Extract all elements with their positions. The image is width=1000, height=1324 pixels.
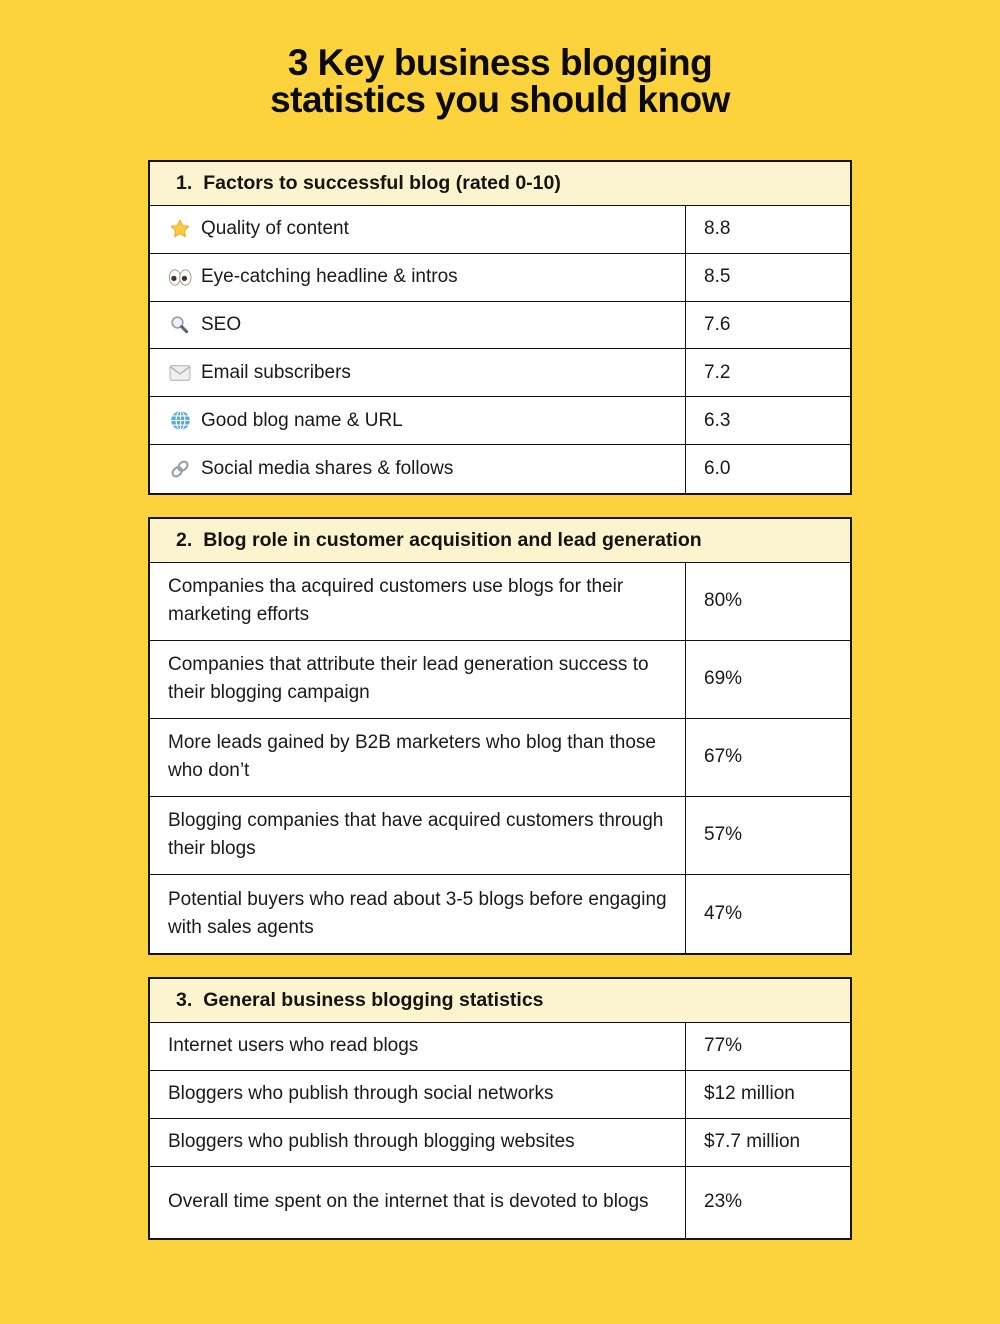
table-blog-role-acquisition: [148, 517, 852, 955]
star-icon: [168, 218, 192, 240]
table-header-title: Blog role in customer acquisition and lead generation: [203, 528, 702, 551]
table-row: [150, 254, 850, 302]
row-label-text: Quality of content: [201, 218, 349, 240]
table-row: [150, 1167, 850, 1238]
table-header: [150, 979, 850, 1023]
row-label-text: Potential buyers who read about 3-5 blogs before engaging with sales agents: [168, 888, 667, 938]
page-title: [0, 44, 1000, 118]
row-value: 57%: [704, 824, 743, 846]
table-row: [150, 1119, 850, 1167]
magnifier-icon: [168, 315, 192, 335]
row-label-text: Internet users who read blogs: [168, 1035, 419, 1057]
eyes-icon: [168, 269, 192, 286]
row-value: 7.6: [704, 313, 731, 335]
table-header-title: Factors to successful blog (rated 0-10): [203, 172, 561, 194]
table-header-number: 3.: [176, 988, 193, 1011]
table-row: [150, 206, 850, 254]
row-label: [150, 349, 686, 396]
row-value: $7.7 million: [704, 1131, 801, 1153]
table-row: [150, 875, 850, 953]
link-icon: [168, 459, 192, 479]
envelope-icon: [168, 365, 192, 381]
row-label: [150, 445, 686, 493]
row-value: 6.0: [704, 457, 731, 479]
row-label-text: Overall time spent on the internet that is devoted to blogs: [168, 1191, 649, 1213]
row-label: [150, 875, 686, 953]
table-header-number: 1.: [176, 172, 193, 194]
row-label-text: Eye-catching headline & intros: [201, 266, 458, 288]
row-value: $12 million: [704, 1083, 795, 1105]
row-value: 7.2: [704, 361, 731, 383]
infographic-page: [0, 44, 1000, 1324]
table-header: [150, 519, 850, 563]
table-general-statistics: [148, 977, 852, 1240]
row-label: [150, 1119, 686, 1166]
table-header-title: General business blogging statistics: [203, 988, 544, 1011]
row-value: 67%: [704, 746, 743, 768]
row-label-text: SEO: [201, 313, 242, 335]
row-label: [150, 1071, 686, 1118]
row-label-text: Social media shares & follows: [201, 457, 454, 479]
table-row: [150, 349, 850, 397]
row-value: 47%: [704, 902, 743, 924]
table-row: [150, 719, 850, 797]
table-header: [150, 162, 850, 206]
row-label: [150, 397, 686, 444]
table-row: [150, 1071, 850, 1119]
row-label-text: More leads gained by B2B marketers who blog than those who don’t: [168, 732, 656, 782]
globe-icon: [168, 410, 192, 431]
row-label: [150, 254, 686, 301]
row-label-text: Email subscribers: [201, 361, 351, 383]
page-title-line-2: statistics you should know: [270, 79, 730, 120]
row-value: 8.8: [704, 218, 731, 240]
row-value: 6.3: [704, 409, 731, 431]
row-label: [150, 206, 686, 253]
row-value: 8.5: [704, 266, 731, 288]
table-row: [150, 445, 850, 493]
row-label: [150, 719, 686, 796]
row-label: [150, 641, 686, 718]
row-label: [150, 1023, 686, 1070]
row-label: [150, 302, 686, 349]
table-row: [150, 1023, 850, 1071]
table-row: [150, 563, 850, 641]
row-label-text: Good blog name & URL: [201, 409, 403, 431]
row-label-text: Bloggers who publish through blogging websites: [168, 1131, 575, 1153]
row-label-text: Blogging companies that have acquired customers through their blogs: [168, 810, 664, 860]
row-value: 23%: [704, 1191, 743, 1213]
table-row: [150, 397, 850, 445]
row-value: 69%: [704, 668, 743, 690]
row-value: 77%: [704, 1035, 743, 1057]
row-label: [150, 797, 686, 874]
page-title-line-1: 3 Key business blogging: [287, 42, 713, 83]
row-value: 80%: [704, 590, 743, 612]
table-header-number: 2.: [176, 528, 193, 551]
table-row: [150, 797, 850, 875]
row-label: [150, 563, 686, 640]
table-row: [150, 641, 850, 719]
table-row: [150, 302, 850, 350]
table-factors-to-successful-blog: [148, 160, 852, 495]
row-label-text: Bloggers who publish through social networks: [168, 1083, 554, 1105]
row-label-text: Companies that attribute their lead generation success to their blogging campaign: [168, 654, 649, 704]
row-label-text: Companies tha acquired customers use blogs for their marketing efforts: [168, 576, 624, 626]
row-label: [150, 1167, 686, 1238]
